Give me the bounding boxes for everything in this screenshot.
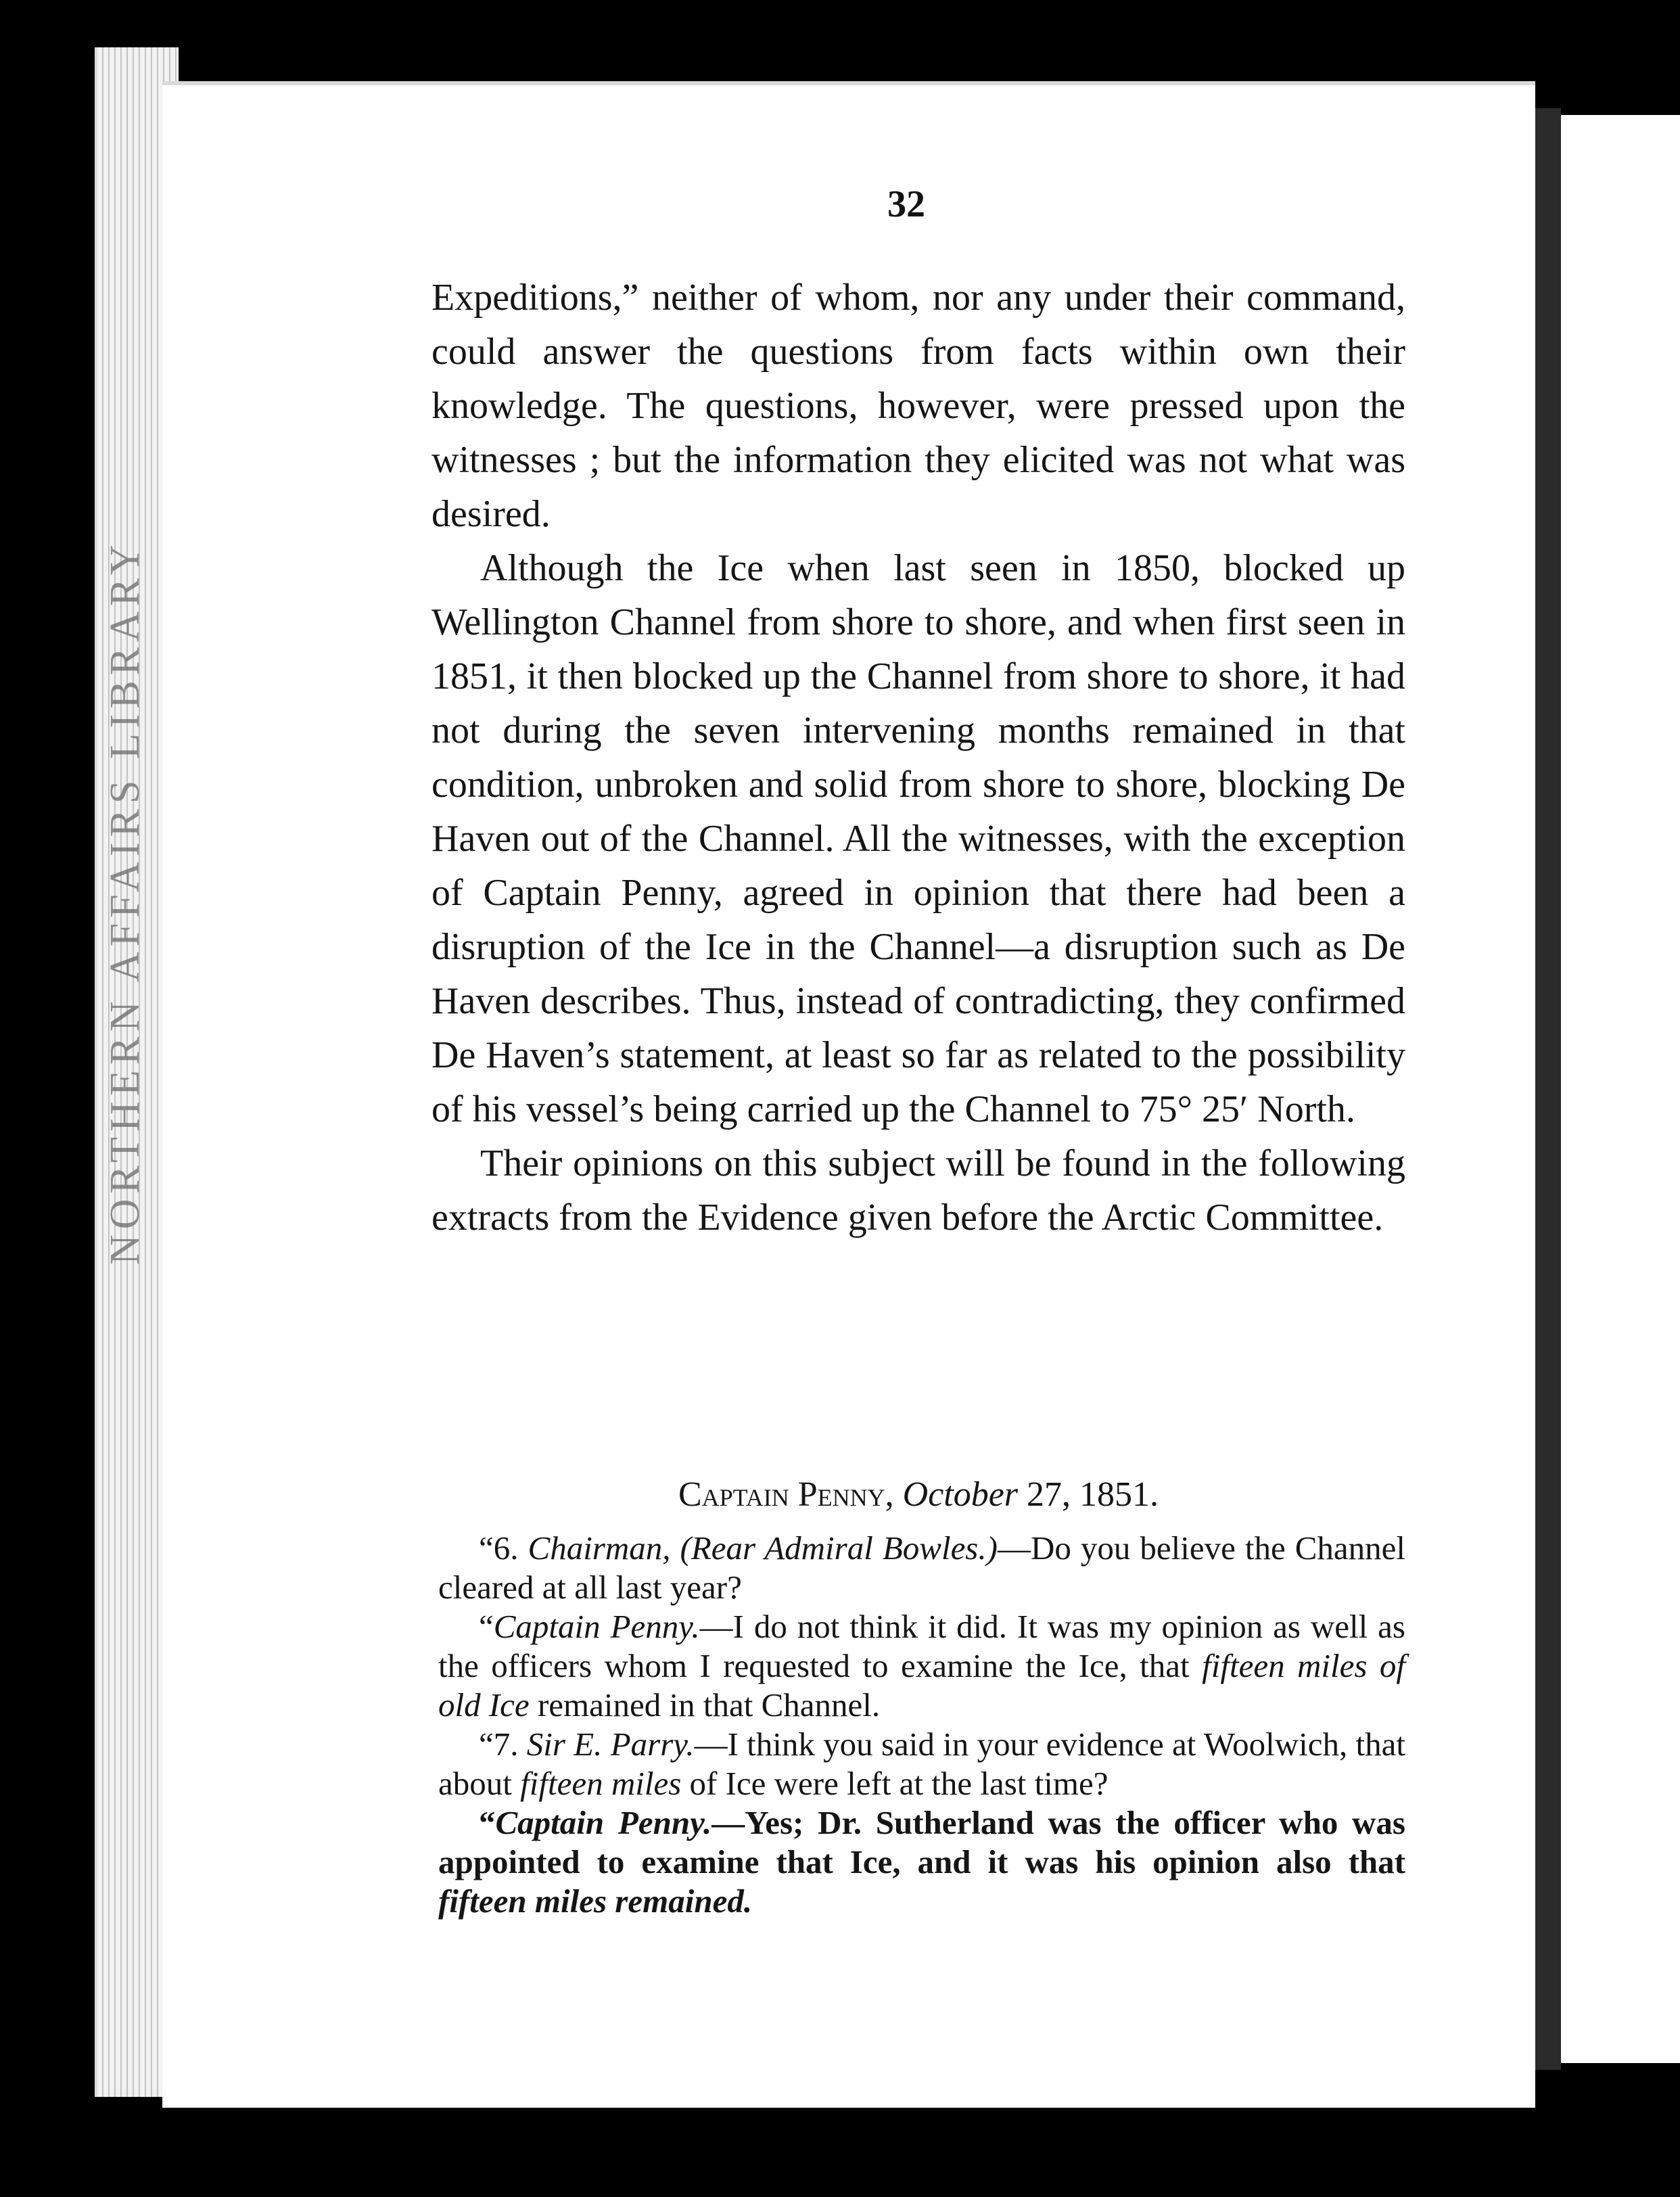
q7-text-2: of Ice were left at the last time? bbox=[689, 1765, 1109, 1802]
spine-stamp: NORTHERN AFFAIRS LIBRARY bbox=[102, 539, 148, 1265]
evidence-heading-name: Captain Penny, bbox=[678, 1475, 894, 1514]
page-gutter-shadow bbox=[1535, 108, 1561, 2070]
a6-emphasis: fifteen miles of old Ice bbox=[438, 1647, 1406, 1724]
a7-text-1: —Yes; Dr. Sutherland was the officer who was appointed to examine that Ice, and it was his opinion also that bbox=[438, 1804, 1406, 1880]
q6-text: —Do you believe the Channel cleared at all last year? bbox=[438, 1529, 1405, 1606]
a7-emphasis: fifteen miles remained. bbox=[438, 1882, 753, 1920]
next-page-edge bbox=[1561, 115, 1680, 2063]
paragraph-2: Although the Ice when last seen in 1850, blocked up Wellington Channel from shore to shore, and when first seen in 1851, it then blocked up the Channel from shore to shore, it had not during the seven intervening months remained in that condition, unbroken and solid from shore to shore, blocking De Haven out of the Channel. All the witnesses, with the exception of Captain Penny, agreed in opinion that there had been a disruption of the Ice in the Channel—a disruption such as De Haven describes. Thus, instead of contradicting, they confirmed De Haven’s statement, at least so far as related to the possibility of his vessel’s being carried up the Channel to 75° 25′ North. bbox=[431, 547, 1405, 1130]
q6-prefix: “6. bbox=[479, 1529, 519, 1567]
a6-text-2: remained in that Channel. bbox=[537, 1686, 881, 1724]
answer-7 bbox=[438, 1803, 1405, 1921]
body-text bbox=[431, 271, 1405, 1245]
a7-prefix: “ bbox=[479, 1804, 496, 1841]
q7-prefix: “7. bbox=[479, 1726, 519, 1763]
q6-speaker: Chairman, (Rear Admiral Bowles.) bbox=[528, 1529, 998, 1567]
evidence-heading bbox=[431, 1475, 1405, 1514]
evidence-heading-date: 27, 1851. bbox=[1027, 1475, 1159, 1514]
evidence-heading-month: October bbox=[902, 1475, 1019, 1514]
q7-speaker: Sir E. Parry. bbox=[526, 1726, 695, 1763]
paragraph-1: Expeditions,” neither of whom, nor any under their command, could answer the questions from facts within own their knowledge. The questions, however, were pressed upon the witnesses ; but the information they elicited was not what was desired. bbox=[431, 277, 1405, 535]
question-7 bbox=[438, 1725, 1405, 1803]
answer-6 bbox=[438, 1607, 1405, 1725]
page-number: 32 bbox=[887, 183, 925, 225]
a7-speaker: Captain Penny. bbox=[495, 1804, 712, 1841]
q7-emphasis: fifteen miles bbox=[520, 1765, 682, 1802]
evidence-extract bbox=[438, 1529, 1405, 1921]
q7-text-1: —I think you said in your evidence at Woolwich, that about bbox=[438, 1726, 1406, 1802]
a6-prefix: “ bbox=[479, 1608, 494, 1645]
question-6 bbox=[438, 1529, 1405, 1607]
a6-speaker: Captain Penny. bbox=[493, 1608, 700, 1645]
a6-text-1: —I do not think it did. It was my opinion as well as the officers whom I requested to examine the Ice, that bbox=[438, 1608, 1405, 1684]
paragraph-3: Their opinions on this subject will be found in the following extracts from the Evidence given before the Arctic Committee. bbox=[431, 1142, 1405, 1239]
